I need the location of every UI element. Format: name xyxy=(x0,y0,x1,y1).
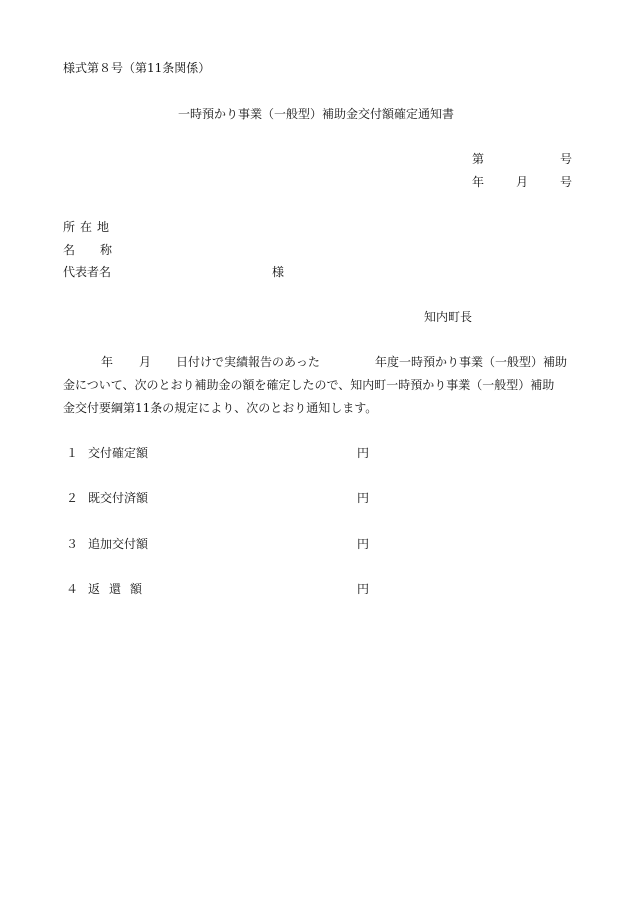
item-label: 追加交付額 xyxy=(88,537,149,551)
honorific: 様 xyxy=(272,265,285,279)
document-number-suffix: 号 xyxy=(560,152,573,166)
item-label: 返還額 xyxy=(88,582,152,596)
item-unit: 円 xyxy=(357,446,370,460)
body-text-2: 年度一時預かり事業（一般型）補助 xyxy=(375,355,568,369)
date-day: 号 xyxy=(560,175,573,189)
body-line-3: 金交付要綱第11条の規定により、次のとおり通知します。 xyxy=(63,401,378,415)
name-label-char-2: 称 xyxy=(100,243,113,257)
body-line-2: 金について、次のとおり補助金の額を確定したので、知内町一時預かり事業（一般型）補助 xyxy=(63,378,555,392)
item-number: ４ xyxy=(66,582,79,596)
body-year-label: 年 xyxy=(101,355,114,369)
representative-label: 代表者名 xyxy=(63,265,112,279)
date-year: 年 xyxy=(472,175,485,189)
item-unit: 円 xyxy=(357,582,370,596)
item-number: ２ xyxy=(66,491,79,505)
item-label: 既交付済額 xyxy=(88,491,149,505)
name-label-char-1: 名 xyxy=(63,243,76,257)
item-number: ３ xyxy=(66,537,79,551)
document-number-prefix: 第 xyxy=(472,152,485,166)
issuer: 知内町長 xyxy=(424,310,473,324)
body-text-1: 日付けで実績報告のあった xyxy=(176,355,320,369)
item-number: １ xyxy=(66,446,79,460)
document-title: 一時預かり事業（一般型）補助金交付額確定通知書 xyxy=(178,107,455,121)
item-label: 交付確定額 xyxy=(88,446,149,460)
date-month: 月 xyxy=(516,175,529,189)
body-month-label: 月 xyxy=(139,355,152,369)
form-number: 様式第８号（第11条関係） xyxy=(63,61,211,75)
address-label: 所在地 xyxy=(63,220,115,234)
item-unit: 円 xyxy=(357,537,370,551)
item-unit: 円 xyxy=(357,491,370,505)
